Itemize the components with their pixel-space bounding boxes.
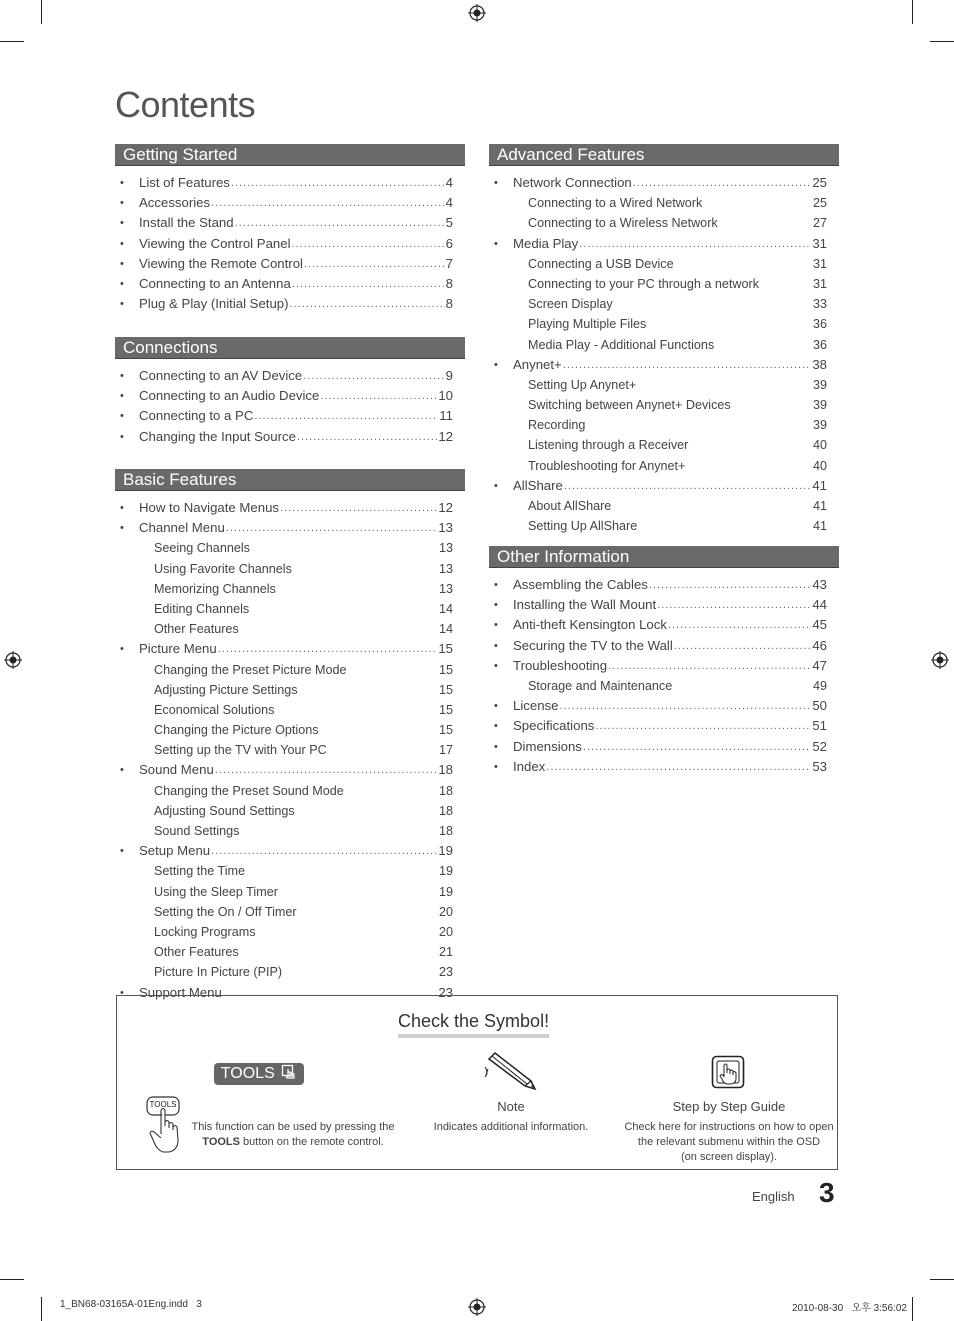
toc-entry-page: 18 — [438, 824, 453, 838]
bullet-icon: • — [494, 700, 498, 713]
toc-entry-page: 13 — [438, 561, 453, 576]
toc-subentry[interactable] — [489, 375, 827, 395]
toc-entry-page: 31 — [812, 276, 827, 291]
toc-subentry[interactable] — [115, 781, 453, 801]
dot-leader — [292, 274, 445, 294]
toc-entry-page: 43 — [812, 577, 827, 592]
bullet-icon: • — [120, 277, 124, 290]
toc-entry-page: 10 — [438, 388, 453, 404]
tools-description-rest: button on the remote control. — [240, 1136, 384, 1148]
tools-badge — [214, 1063, 304, 1085]
toc-entry-page: 8 — [445, 275, 453, 291]
toc-entry-label: Setting Up AllShare — [528, 519, 638, 534]
bullet-icon: • — [120, 643, 124, 656]
bullet-icon: • — [120, 845, 124, 858]
toc-entry[interactable] — [489, 173, 827, 193]
toc-entry-label: Setting the On / Off Timer — [154, 904, 297, 919]
toc-entry[interactable] — [489, 476, 827, 496]
toc-subentry[interactable] — [115, 821, 453, 841]
toc-entry[interactable] — [489, 716, 827, 736]
bullet-icon: • — [494, 659, 498, 672]
toc-entry-label: Storage and Maintenance — [528, 678, 673, 693]
toc-entry-label: Connecting to your PC through a network — [528, 276, 760, 291]
crop-mark — [41, 1297, 42, 1321]
crop-mark — [0, 41, 24, 42]
bullet-icon: • — [120, 522, 124, 535]
bullet-icon: • — [120, 502, 124, 514]
toc-entry-label: Installing the Wall Mount — [513, 597, 657, 613]
registration-mark-icon — [468, 1298, 486, 1316]
toc-entry-page: 13 — [438, 520, 453, 536]
toc-subentry[interactable] — [489, 676, 827, 696]
toc-entry-label: Using Favorite Channels — [154, 561, 292, 576]
toc-entry-label: Troubleshooting for Anynet+ — [528, 458, 686, 473]
toc-entry-page: 14 — [438, 601, 453, 616]
toc-entry-label: Securing the TV to the Wall — [513, 637, 673, 653]
dot-leader — [668, 615, 811, 635]
toc-entry[interactable] — [115, 639, 453, 659]
toc-entry-page: 41 — [812, 519, 827, 534]
bullet-icon: • — [120, 430, 124, 443]
dot-leader — [211, 193, 445, 213]
toc-entry-page: 46 — [812, 637, 827, 653]
toc-entry-label: Media Play — [513, 235, 579, 251]
toc-entry-label: Assembling the Cables — [513, 577, 648, 592]
dot-leader — [297, 427, 437, 447]
dot-leader — [608, 656, 811, 676]
tools-badge-label: TOOLS — [220, 1065, 275, 1082]
dot-leader — [254, 406, 438, 426]
tools-description-line-2 — [187, 1135, 399, 1150]
toc-entry-page: 19 — [438, 884, 453, 899]
note-label: Note — [497, 1099, 525, 1114]
bullet-icon: • — [494, 177, 498, 189]
toc-entry-page: 18 — [438, 803, 453, 818]
toc-entry-label: Plug & Play (Initial Setup) — [139, 296, 289, 312]
dot-leader — [304, 254, 445, 274]
dot-leader — [280, 498, 437, 518]
toc-entry-label: How to Navigate Menus — [139, 500, 280, 515]
toc-entry-label: Connecting to a PC — [139, 408, 254, 424]
toc-subentry[interactable] — [489, 435, 827, 455]
toc-subentry[interactable] — [489, 254, 827, 274]
step-guide-description-line-2: the relevant submenu within the OSD — [637, 1136, 821, 1148]
bullet-icon: • — [494, 720, 498, 733]
toc-subentry[interactable] — [115, 801, 453, 821]
section-header-connections: Connections — [115, 337, 465, 359]
dot-leader — [235, 213, 445, 233]
toc-list-getting-started — [115, 173, 453, 314]
toc-entry-page: 17 — [438, 743, 453, 758]
toc-entry-label: Connecting a USB Device — [528, 256, 674, 271]
toc-entry-label: AllShare — [513, 477, 563, 493]
toc-list-other-information — [489, 575, 827, 777]
toc-entry-page: 33 — [812, 297, 827, 312]
toc-entry-label: Changing the Picture Options — [154, 723, 319, 738]
dot-leader — [292, 234, 445, 254]
toc-entry-label: Media Play - Additional Functions — [528, 337, 715, 352]
toc-entry[interactable] — [115, 518, 453, 538]
toc-subentry[interactable] — [115, 579, 453, 599]
toc-entry-label: Connecting to a Wireless Network — [528, 216, 718, 231]
toc-entry-page: 7 — [445, 255, 453, 271]
bullet-icon: • — [120, 177, 124, 189]
step-guide-description-line-1: Check here for instructions on how to open — [624, 1121, 834, 1133]
toc-entry[interactable] — [115, 841, 453, 861]
toc-entry-page: 13 — [438, 581, 453, 596]
toc-entry-label: Connecting to an Audio Device — [139, 388, 320, 404]
page-title: Contents — [115, 84, 256, 125]
toc-entry-page: 6 — [445, 235, 453, 251]
toc-subentry[interactable] — [489, 314, 827, 334]
toc-entry[interactable] — [115, 274, 453, 294]
toc-entry-page: 49 — [812, 678, 827, 693]
step-guide-description-line-3: (on screen display). — [681, 1151, 777, 1163]
toc-entry-label: Listening through a Receiver — [528, 438, 689, 453]
dot-leader — [595, 716, 811, 736]
toc-entry-label: Other Features — [154, 622, 239, 637]
bullet-icon: • — [120, 197, 124, 210]
crop-mark — [912, 1297, 913, 1321]
toc-entry[interactable] — [489, 575, 827, 595]
toc-list-advanced-features — [489, 173, 827, 536]
toc-entry-page: 25 — [812, 175, 827, 190]
bullet-icon: • — [494, 479, 498, 492]
toc-entry-label: Adjusting Sound Settings — [154, 803, 295, 818]
dot-leader — [583, 737, 811, 757]
toc-entry-label: Anynet+ — [513, 356, 562, 372]
symbol-legend-title: Check the Symbol! — [398, 1011, 549, 1038]
toc-entry-label: Using the Sleep Timer — [154, 884, 278, 899]
bullet-icon: • — [494, 740, 498, 753]
toc-entry-page: 9 — [445, 368, 453, 383]
section-header-basic-features: Basic Features — [115, 469, 465, 491]
dot-leader — [564, 476, 811, 496]
toc-entry-label: Picture In Picture (PIP) — [154, 965, 283, 980]
toc-entry-label: Troubleshooting — [513, 657, 608, 673]
toc-entry-page: 36 — [812, 317, 827, 332]
bullet-icon: • — [494, 639, 498, 652]
toc-subentry[interactable] — [115, 740, 453, 760]
note-description: Indicates additional information. — [433, 1121, 589, 1133]
dot-leader — [657, 595, 811, 615]
toc-entry[interactable] — [489, 636, 827, 656]
dot-leader — [649, 575, 811, 595]
toc-entry-page: 15 — [438, 702, 453, 717]
toc-entry-page: 4 — [445, 175, 453, 190]
toc-subentry[interactable] — [489, 456, 827, 476]
section-header-getting-started: Getting Started — [115, 144, 465, 166]
toc-entry-label: Viewing the Control Panel — [139, 235, 291, 251]
toc-entry-page: 15 — [438, 641, 453, 657]
crop-mark — [0, 1279, 24, 1280]
tools-description-bold: TOOLS — [202, 1136, 240, 1148]
toc-entry-page: 13 — [438, 541, 453, 556]
toc-entry-page: 51 — [812, 718, 827, 734]
dot-leader — [211, 841, 437, 861]
toc-entry-label: Screen Display — [528, 297, 613, 312]
bullet-icon: • — [120, 410, 124, 423]
toc-entry-page: 31 — [812, 235, 827, 251]
toc-entry-page: 20 — [438, 924, 453, 939]
toc-entry[interactable] — [115, 427, 453, 447]
toc-subentry[interactable] — [489, 335, 827, 355]
tools-description-line-1: This function can be used by pressing the — [191, 1121, 395, 1133]
bullet-icon: • — [120, 370, 124, 382]
step-guide-description — [617, 1120, 841, 1165]
toc-entry-page: 14 — [438, 622, 453, 637]
dot-leader — [303, 366, 444, 386]
toc-entry[interactable] — [115, 254, 453, 274]
bullet-icon: • — [120, 764, 124, 777]
toc-entry[interactable] — [489, 355, 827, 375]
toc-entry-page: 15 — [438, 682, 453, 697]
toc-entry-page: 39 — [812, 418, 827, 433]
toc-entry-page: 36 — [812, 337, 827, 352]
toc-entry-label: Adjusting Picture Settings — [154, 682, 298, 697]
toc-entry[interactable] — [115, 498, 453, 518]
registration-mark-icon — [931, 651, 949, 669]
toc-entry-label: Switching between Anynet+ Devices — [528, 398, 731, 413]
registration-mark-icon — [468, 4, 486, 22]
toc-entry-page: 4 — [445, 195, 453, 211]
dot-leader — [231, 173, 445, 193]
bullet-icon: • — [120, 217, 124, 230]
toc-entry-label: Changing the Input Source — [139, 428, 296, 444]
bullet-icon: • — [494, 579, 498, 591]
toc-entry[interactable] — [489, 696, 827, 716]
dot-leader — [290, 294, 445, 314]
dot-leader — [546, 757, 811, 777]
toc-subentry[interactable] — [115, 559, 453, 579]
bullet-icon: • — [494, 599, 498, 612]
toc-entry-label: Accessories — [139, 195, 211, 211]
bullet-icon: • — [494, 619, 498, 632]
toc-entry-label: About AllShare — [528, 499, 612, 513]
crop-mark — [930, 41, 954, 42]
toc-entry-label: Editing Channels — [154, 601, 250, 616]
toc-entry[interactable] — [489, 656, 827, 676]
toc-entry-label: Setup Menu — [139, 843, 211, 859]
toc-entry[interactable] — [115, 294, 453, 314]
toc-entry-page: 41 — [812, 499, 827, 513]
toc-entry-label: Picture Menu — [139, 641, 217, 657]
toc-subentry[interactable] — [115, 882, 453, 902]
toc-entry-page: 18 — [438, 783, 453, 798]
toc-entry-page: 20 — [438, 904, 453, 919]
toc-entry-page: 53 — [812, 758, 827, 774]
toc-entry-page: 15 — [438, 723, 453, 738]
toc-entry-label: Sound Settings — [154, 824, 240, 838]
bullet-icon: • — [494, 237, 498, 250]
toc-entry[interactable] — [115, 406, 453, 426]
toc-entry-page: 12 — [438, 428, 453, 444]
toc-entry-label: Install the Stand — [139, 215, 234, 231]
toc-entry-page: 39 — [812, 398, 827, 413]
bullet-icon: • — [494, 358, 498, 371]
dot-leader — [226, 518, 438, 538]
footer-page-number: 3 — [819, 1177, 835, 1208]
toc-subentry[interactable] — [489, 395, 827, 415]
toc-entry-label: Network Connection — [513, 175, 632, 190]
toc-entry-label: Locking Programs — [154, 924, 256, 939]
bullet-icon: • — [494, 760, 498, 773]
toc-entry-page: 11 — [439, 408, 453, 424]
toc-entry-label: License — [513, 698, 559, 714]
toc-entry-page: 23 — [438, 984, 453, 1000]
toc-entry[interactable] — [489, 757, 827, 777]
toc-entry-label: Changing the Preset Sound Mode — [154, 783, 344, 798]
toc-entry-page: 47 — [812, 657, 827, 673]
print-slug-file: 1_BN68-03165A-01Eng.indd 3 — [60, 1299, 202, 1310]
bullet-icon: • — [120, 986, 124, 999]
bullet-icon: • — [120, 390, 124, 403]
toc-entry-page: 19 — [438, 843, 453, 859]
toc-entry-page: 50 — [812, 698, 827, 714]
toc-subentry[interactable] — [115, 599, 453, 619]
toc-entry-page: 27 — [812, 216, 827, 231]
toc-entry[interactable] — [115, 193, 453, 213]
crop-mark — [41, 0, 42, 24]
toc-entry-page: 45 — [812, 617, 827, 633]
toc-entry-label: Channel Menu — [139, 520, 225, 536]
toc-entry-page: 12 — [438, 500, 453, 515]
toc-entry-label: Economical Solutions — [154, 702, 275, 717]
tools-hand-icon — [281, 1064, 297, 1080]
toc-subentry[interactable] — [489, 516, 827, 536]
step-guide-label: Step by Step Guide — [672, 1099, 786, 1114]
toc-entry-label: Setting up the TV with Your PC — [154, 743, 327, 758]
toc-entry-label: Seeing Channels — [154, 541, 250, 556]
toc-subentry[interactable] — [115, 720, 453, 740]
symbol-legend-box — [116, 995, 838, 1170]
dot-leader — [320, 386, 437, 406]
toc-entry-page: 40 — [812, 438, 827, 453]
remote-tools-button-text: TOOLS — [149, 1100, 177, 1109]
toc-subentry[interactable] — [489, 294, 827, 314]
dot-leader — [559, 696, 811, 716]
toc-entry[interactable] — [115, 386, 453, 406]
registration-mark-icon — [4, 651, 22, 669]
toc-entry[interactable] — [115, 234, 453, 254]
toc-entry-page: 18 — [438, 762, 453, 778]
tools-description — [187, 1120, 399, 1150]
crop-mark — [930, 1279, 954, 1280]
toc-entry[interactable] — [489, 234, 827, 254]
crop-mark — [912, 0, 913, 24]
toc-entry-page: 52 — [812, 738, 827, 754]
toc-entry-label: Playing Multiple Files — [528, 317, 647, 332]
note-pencil-icon — [483, 1051, 539, 1091]
toc-entry[interactable] — [115, 213, 453, 233]
footer-language: English — [752, 1189, 795, 1204]
toc-entry-label: List of Features — [139, 175, 230, 190]
toc-entry-label: Recording — [528, 418, 586, 433]
toc-entry-label: Memorizing Channels — [154, 581, 276, 596]
toc-entry-page: 23 — [438, 965, 453, 980]
toc-entry[interactable] — [489, 615, 827, 635]
toc-subentry[interactable] — [489, 496, 827, 516]
toc-entry-label: Viewing the Remote Control — [139, 255, 303, 271]
step-guide-hand-icon — [711, 1055, 745, 1089]
dot-leader — [674, 636, 812, 656]
toc-entry-label: Setting Up Anynet+ — [528, 377, 637, 392]
bullet-icon: • — [120, 257, 124, 270]
print-slug-date: 2010-08-30 오후 3:56:02 — [792, 1303, 907, 1314]
bullet-icon: • — [120, 298, 124, 311]
toc-subentry[interactable] — [115, 660, 453, 680]
toc-entry-label: Support Menu — [139, 984, 222, 1000]
toc-entry-page: 38 — [812, 356, 827, 372]
toc-entry[interactable] — [115, 760, 453, 780]
toc-subentry[interactable] — [115, 619, 453, 639]
toc-subentry[interactable] — [115, 700, 453, 720]
toc-entry-page: 31 — [812, 256, 827, 271]
dot-leader — [579, 234, 811, 254]
toc-entry-label: Anti-theft Kensington Lock — [513, 617, 667, 633]
toc-entry[interactable] — [115, 173, 453, 193]
dot-leader — [633, 173, 812, 193]
toc-list-connections — [115, 366, 453, 447]
toc-entry[interactable] — [489, 737, 827, 757]
toc-subentry[interactable] — [489, 274, 827, 294]
toc-list-basic-features — [115, 498, 453, 1003]
toc-entry-label: Changing the Preset Picture Mode — [154, 662, 347, 677]
toc-entry-page: 15 — [438, 662, 453, 677]
toc-entry-page: 41 — [812, 477, 827, 493]
toc-subentry[interactable] — [489, 213, 827, 233]
toc-subentry[interactable] — [115, 942, 453, 962]
toc-entry-page: 25 — [812, 196, 827, 211]
toc-subentry[interactable] — [489, 415, 827, 435]
toc-entry-page: 21 — [438, 945, 453, 960]
bullet-icon: • — [120, 237, 124, 250]
toc-entry-label: Connecting to a Wired Network — [528, 196, 703, 211]
toc-entry-label: Connecting to an Antenna — [139, 275, 291, 291]
toc-entry-label: Connecting to an AV Device — [139, 368, 303, 383]
toc-entry-label: Dimensions — [513, 738, 582, 754]
toc-entry-page: 44 — [812, 597, 827, 613]
toc-entry-label: Specifications — [513, 718, 595, 734]
toc-entry-label: Other Features — [154, 945, 239, 960]
dot-leader — [215, 760, 438, 780]
toc-subentry[interactable] — [115, 861, 453, 881]
toc-entry-page: 5 — [445, 215, 453, 231]
dot-leader — [563, 355, 812, 375]
toc-entry-label: Setting the Time — [154, 864, 246, 879]
section-header-other-information: Other Information — [489, 546, 839, 568]
section-header-advanced-features: Advanced Features — [489, 144, 839, 166]
toc-entry-page: 8 — [445, 296, 453, 312]
toc-subentry[interactable] — [115, 922, 453, 942]
toc-entry-page: 19 — [438, 864, 453, 879]
toc-subentry[interactable] — [489, 193, 827, 213]
toc-entry-page: 40 — [812, 458, 827, 473]
toc-subentry[interactable] — [115, 680, 453, 700]
remote-tools-button-icon — [145, 1096, 189, 1154]
toc-entry[interactable] — [489, 595, 827, 615]
toc-subentry[interactable] — [115, 962, 453, 982]
toc-subentry[interactable] — [115, 538, 453, 558]
toc-entry-label: Index — [513, 758, 546, 774]
toc-subentry[interactable] — [115, 902, 453, 922]
dot-leader — [218, 639, 438, 659]
toc-entry[interactable] — [115, 366, 453, 386]
toc-entry-page: 39 — [812, 377, 827, 392]
toc-entry-label: Sound Menu — [139, 762, 214, 778]
